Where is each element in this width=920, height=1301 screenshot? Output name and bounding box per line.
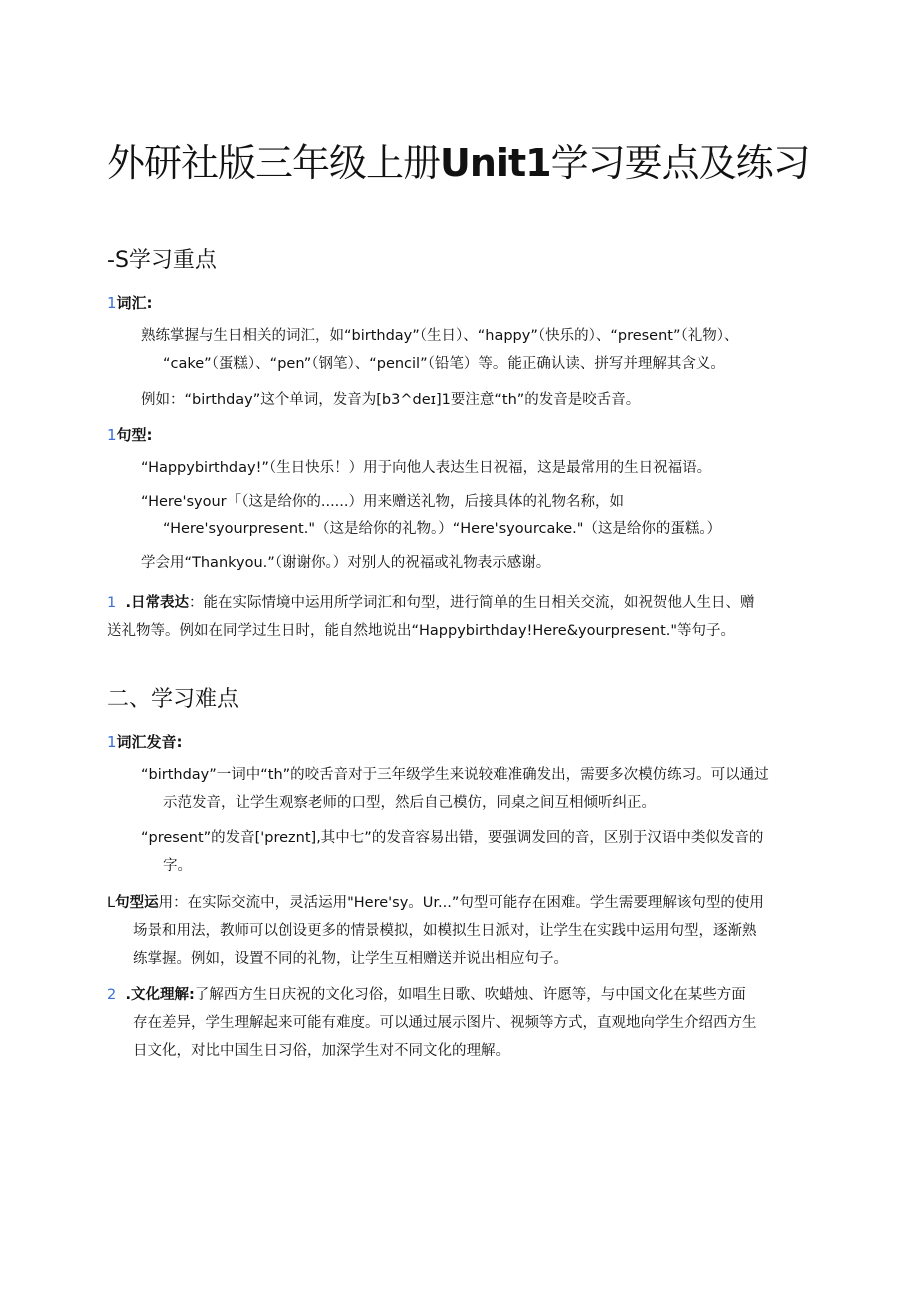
culture-label: .文化理解:	[125, 987, 195, 1003]
culture-paragraph: 2 .文化理解:了解西方生日庆祝的文化习俗，如唱生日歌、吹蜡烛、许愿等，与中国文化在某些方面 存在差异，学生理解起来可能有难度。可以通过展示图片、视频等方式，直观地向学生介绍西方生 日文化，对比中国生日习俗，加深学生对不同文化的理解。	[107, 987, 757, 1059]
sentence-line-4: 学会用“Thankyou.”（谢谢你。）对别人的祝福或礼物表示感谢。	[141, 555, 551, 571]
pron-line-3: “present”的发音['preznt],其中七”的发音容易出错，要强调发回的音，区别于汉语中类似发音的	[141, 830, 764, 846]
daily-expression-paragraph: 1 .日常表达：能在实际情境中运用所学词汇和句型，进行简单的生日相关交流，如祝贺他人生日、赠 送礼物等。例如在同学过生日时，能自然地说出“Happybirthday!Here&yourpresent."等句子。	[107, 595, 755, 639]
sentence-usage-paragraph: L句型运用：在实际交流中，灵活运用"Here'sy。Ur...”句型可能存在困难。学生需要理解该句型的使用 场景和用法，教师可以创设更多的情景模拟，如模拟生日派对，让学生在实践中运用句型，逐渐熟 练掌握。例如，设置不同的礼物，让学生互相赠送并说出相应句子。	[107, 895, 764, 967]
section-heading-difficulties: 二、学习难点	[107, 687, 240, 712]
pron-line-2: 示范发音，让学生观察老师的口型，然后自己模仿，同桌之间互相倾听纠正。	[163, 795, 656, 811]
sentence-line-2: “Here'syour「（这是给你的......）用来赠送礼物，后接具体的礼物名称，如	[141, 494, 625, 510]
sentence-usage-label: 句型运	[115, 895, 159, 911]
list-number: 1	[107, 733, 117, 751]
vocab-line-2: “cake”（蛋糕）、“pen”（钢笔）、“pencil”（铅笔）等。能正确认读、拼写并理解其含义。	[163, 356, 725, 372]
page-title: 外研社版三年级上册Unit1学习要点及练习	[107, 141, 810, 185]
vocab-example: 例如：“birthday”这个单词，发音为[b3^deɪ]1要注意“th”的发音是咬舌音。	[141, 392, 641, 408]
sentence-line-3: “Here'syourpresent."（这是给你的礼物。）“Here'syourcake."（这是给你的蛋糕。）	[163, 521, 722, 537]
pron-line-4: 字。	[163, 858, 192, 874]
subheading-vocabulary: 1词汇:	[107, 294, 153, 312]
list-prefix: L	[107, 895, 116, 911]
pron-line-1: “birthday”一词中“th”的咬舌音对于三年级学生来说较难准确发出，需要多次模仿练习。可以通过	[141, 767, 769, 783]
sentence-line-1: “Happybirthday!”（生日快乐！）用于向他人表达生日祝福，这是最常用的生日祝福语。	[141, 460, 712, 476]
list-number: 1	[107, 294, 117, 312]
list-number: 1	[107, 595, 117, 611]
list-number: 2	[107, 987, 117, 1003]
subheading-pronunciation: 1词汇发音:	[107, 733, 183, 751]
vocab-line-1: 熟练掌握与生日相关的词汇，如“birthday”（生日）、“happy”（快乐的）、“present”（礼物）、	[141, 328, 739, 344]
list-number: 1	[107, 426, 117, 444]
section-heading-key-points: -S学习重点	[107, 248, 217, 273]
subheading-sentences: 1句型:	[107, 426, 153, 444]
daily-expression-label: .日常表达	[125, 595, 189, 611]
